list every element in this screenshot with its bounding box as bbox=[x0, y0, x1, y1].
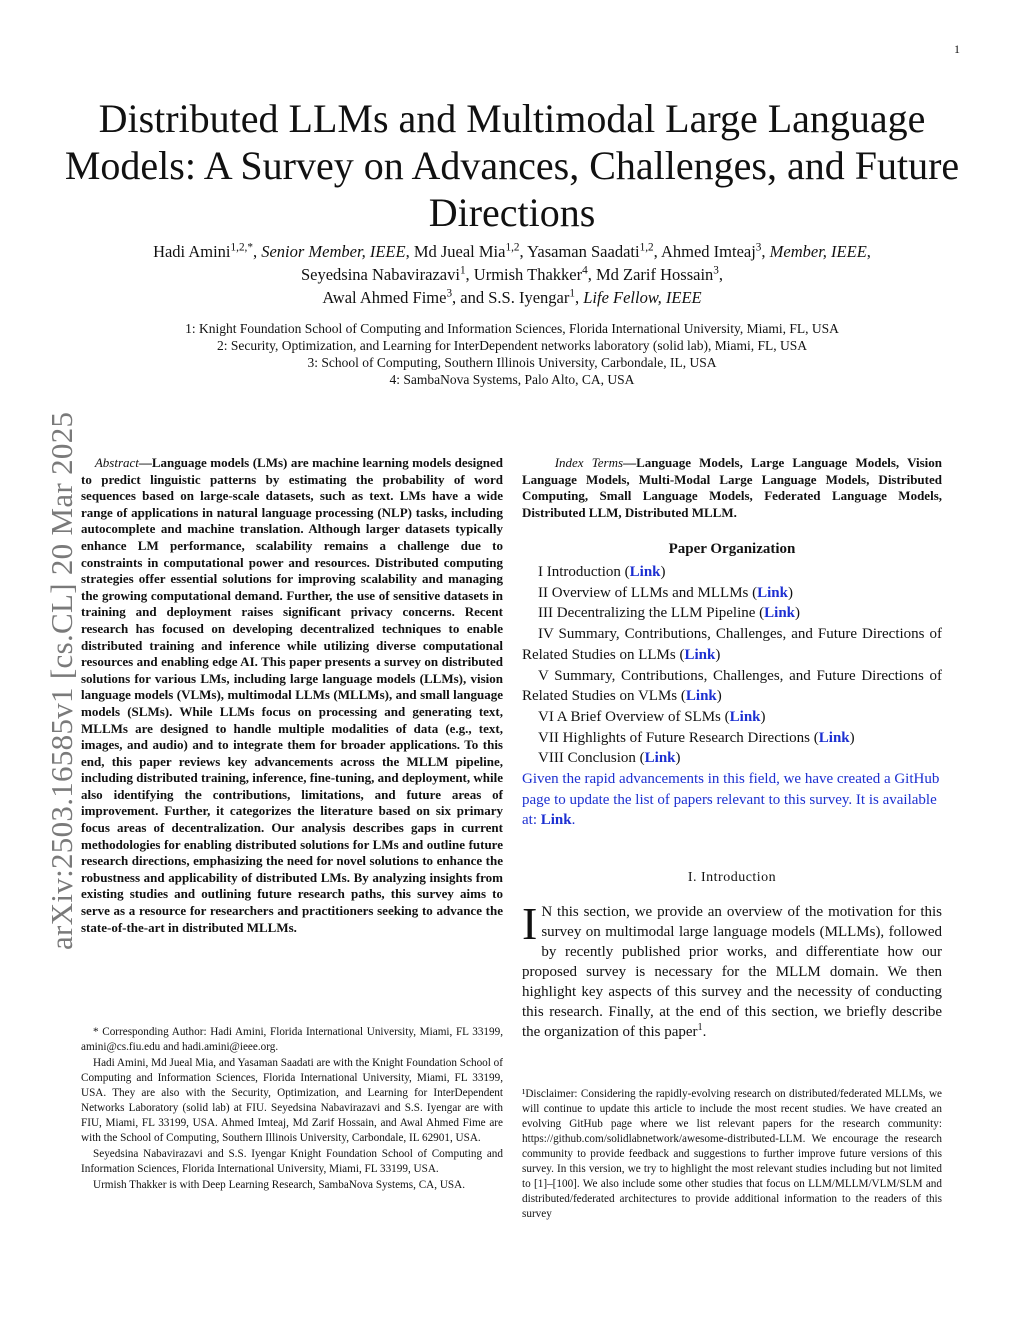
author-name: Md Jueal Mia bbox=[413, 242, 506, 261]
footnote: Hadi Amini, Md Jueal Mia, and Yasaman Saadati are with the Knight Foundation School of Computing and Information Sciences, Florida International University, Miami, FL 33199, USA. They are also with the Security, Optimization, and Learning for InterDependent Networks Laboratory (solid lab) at FIU. Seyedsina Nabavirazavi and S.S. Iyengar are with FIU, Miami, FL 33199, USA. Ahmed Imteaj, Md Zarif Hossain, and Awal Ahmed Fime are with the School of Computing, Southern Illinois University, Carbondale, IL 62901, USA. bbox=[81, 1057, 503, 1144]
section-heading-introduction: I. Introduction bbox=[687, 870, 777, 885]
section-link[interactable]: Link bbox=[644, 750, 676, 767]
intro-text: N this section, we provide an overview of the motivation for this survey on multimodal large language models (MLLMs), followed by recently published prior works, and differentiate how our proposed survey is necessary for the MLLM domain. We then highlight key aspects of this survey and the necessity of conducting this research. Finally, at the end of this section, we briefly describe the organization of this paper bbox=[522, 904, 942, 1040]
affil-marker: 4 bbox=[582, 264, 588, 277]
index-terms-label: Index Terms bbox=[554, 455, 624, 470]
affiliation: 2: Security, Optimization, and Learning for InterDependent networks laboratory (solid lab), Miami, FL, USA bbox=[217, 338, 807, 353]
organization-item: IV Summary, Contributions, Challenges, and Future Directions of Related Studies on LLMs (Link) bbox=[522, 626, 942, 663]
arxiv-stamp bbox=[4, 350, 79, 950]
section-link[interactable]: Link bbox=[729, 708, 761, 725]
organization-item: VI A Brief Overview of SLMs (Link) bbox=[538, 708, 766, 725]
affiliation: 3: School of Computing, Southern Illinois University, Carbondale, IL, USA bbox=[307, 355, 717, 370]
footnote: * Corresponding Author: Hadi Amini, Florida International University, Miami, FL 33199, amini@cs.fiu.edu and hadi.amini@ieee.org. bbox=[81, 1026, 503, 1053]
affil-marker: 1,2 bbox=[505, 241, 520, 254]
section-link[interactable]: Link bbox=[764, 605, 796, 622]
section-link[interactable]: Link bbox=[685, 688, 717, 705]
author-name: Seyedsina Nabavirazavi bbox=[300, 265, 460, 284]
arxiv-id: arXiv:2503.16585v1 [cs.CL] 20 Mar 2025 bbox=[44, 411, 79, 950]
organization-item: V Summary, Contributions, Challenges, and Future Directions of Related Studies on VLMs (Link) bbox=[522, 667, 942, 705]
abstract: Abstract—Language models (LMs) are machine learning models designed to predict linguistic patterns by estimating the probability of word sequences based on large-scale datasets, such as text. LMs have a wide range of applications in natural language processing (NLP) tasks, including autocomplete and machine translation. Although larger datasets typically enhance LM performance, scalability remains a challenge due to constraints in computational power and resources. Distributed computing strategies offer essential solutions for improving scalability and managing the growing computational demand. Further, the use of sensitive datasets in training and deployment raises significant privacy concerns. Recent research has focused on developing decentralized techniques to enable distributed training and inference while utilizing diverse computational resources and enabling edge AI. This paper presents a survey on distributed solutions for various LMs, including large language models (LLMs), vision language models (VLMs), multimodal LLMs (MLLMs), and small language models (SLMs). While LLMs focus on processing and generating text, MLLMs are designed to handle multiple modalities of data (e.g., text, images, and audio) and to integrate them for broader applications. To this end, this paper reviews key advancements across the MLLM pipeline, including distributed training, inference, fine-tuning, and deployment, while also identifying the contributions, limitations, and future areas of improvement. Further, it categorizes the literature based on six primary focus areas of decentralization. Our analysis describes gaps in current methodologies for enabling distributed solutions for LMs and outline future research directions, emphasizing the need for novel solutions to enhance the robustness and applicability of distributed LMs. By analyzing insights from existing studies and outlining future research paths, this survey aims to serve as a resource for researchers and practitioners seeking to advance the state-of-the-art in distributed MLLMs. bbox=[81, 455, 504, 935]
affil-marker: 3 bbox=[755, 241, 762, 254]
organization-item: III Decentralizing the LLM Pipeline (Link) bbox=[538, 605, 801, 622]
section-link[interactable]: Link bbox=[684, 646, 716, 663]
footnote: Seyedsina Nabavirazavi and S.S. Iyengar Knight Foundation School of Computing and Information Sciences, Florida International University, Miami, FL 33199, USA. bbox=[81, 1148, 503, 1175]
author-footnotes bbox=[81, 1025, 503, 1194]
organization-item: VII Highlights of Future Research Directions (Link) bbox=[538, 729, 855, 746]
section-link[interactable]: Link bbox=[629, 564, 661, 580]
author-name: Awal Ahmed Fime bbox=[322, 288, 447, 307]
github-note: Given the rapid advancements in this field, we have created a GitHub page to update the list of papers relevant to this survey. It is available at: Link. bbox=[522, 771, 940, 829]
affiliation: 1: Knight Foundation School of Computing and Information Sciences, Florida International University, Miami, FL, USA bbox=[185, 321, 839, 336]
page-number: 1 bbox=[954, 42, 960, 56]
abstract-text: Language models (LMs) are machine learning models designed to predict linguistic patterns by estimating the probability of word sequences based on large-scale datasets, such as text. LMs have a wide range of applications in natural language processing (NLP) tasks, including autocomplete and machine translation. Although larger datasets typically enhance LM performance, scalability remains a challenge due to constraints in computational power and resources. Distributed computing strategies offer essential solutions for improving scalability and managing the growing computational demand. Further, the use of sensitive datasets in training and deployment raises significant privacy concerns. Recent research has focused on developing decentralized techniques to enable distributed training and inference while utilizing diverse computational resources and enabling edge AI. This paper presents a survey on distributed solutions for various LMs, including large language models (LLMs), vision language models (VLMs), multimodal LLMs (MLLMs), and small language models (SLMs). While LLMs focus on processing and generating text, MLLMs are designed to handle multiple modalities of data (e.g., text, images, and audio) and to integrate them for broader applications. To this end, this paper reviews key advancements across the MLLM pipeline, including distributed training, inference, fine-tuning, and deployment, while also identifying the contributions, limitations, and future areas of improvement. Further, it categorizes the literature based on six primary focus areas of decentralization. Our analysis describes gaps in current methodologies for enabling distributed solutions for LMs and outline future research directions, emphasizing the need for novel solutions to enhance the robustness and applicability of distributed LMs. By analyzing insights from existing studies and outlining future research paths, this survey aims to serve as a resource for researchers and practitioners seeking to advance the state-of-the-art in distributed MLLMs. bbox=[81, 455, 504, 935]
organization-heading: Paper Organization bbox=[668, 541, 796, 557]
index-terms-text: Language Models, Large Language Models, Vision Language Models, Multi-Modal Large Language Models, Distributed Computing, Small Language Models, Federated Language Models, Distributed LLM, Distributed MLLM. bbox=[522, 455, 943, 520]
author-role: Senior Member, IEEE bbox=[261, 242, 406, 261]
section-link[interactable]: Link bbox=[757, 584, 788, 601]
abstract-label: Abstract bbox=[94, 455, 139, 470]
footnote: Urmish Thakker is with Deep Learning Research, SambaNova Systems, CA, USA. bbox=[93, 1179, 466, 1191]
affil-marker: 1 bbox=[569, 287, 575, 300]
author-name: Hadi Amini bbox=[153, 242, 231, 261]
drop-cap: I bbox=[522, 898, 538, 949]
introduction-paragraph: I N this section, we provide an overview of the motivation for this survey on multimodal large language models (MLLMs), followed by recently published prior works, and differentiate how our proposed survey is necessary for the MLLM domain. We then highlight key aspects of this survey and the necessity of conducting this research. Finally, at the end of this section, we briefly describe the organization of this paper$^1$. bbox=[522, 898, 942, 1040]
footnote-marker: 1 bbox=[697, 1022, 703, 1033]
author-name: Yasaman Saadati bbox=[527, 242, 640, 261]
author-name: Md Zarif Hossain bbox=[595, 265, 714, 284]
organization-item: I Introduction (Link) bbox=[538, 564, 666, 580]
organization-item: II Overview of LLMs and MLLMs (Link) bbox=[538, 584, 793, 601]
disclaimer-footnote bbox=[522, 1087, 942, 1222]
author-name: Urmish Thakker bbox=[473, 265, 583, 284]
footnote: ¹Disclaimer: Considering the rapidly-evolving research on distributed/federated MLLMs, we will continue to update this article to include the most recent studies. We have created an evolving GitHub page where we list relevant papers for the research community: https://github.com/solidlabnetwork/awesome-distributed-LLM. We encourage the research community to provide feedback and suggestions to further improve future versions of this survey. In this version, we try to highlight the most relevant studies including but not limited to [1]–[100]. We also include some other studies that focus on LLM/MLLM/VLM/SLM and distributed/federated architectures to provide additional information to the readers of this survey bbox=[522, 1088, 942, 1220]
author-name: Ahmed Imteaj bbox=[660, 242, 756, 261]
github-link[interactable]: Link bbox=[540, 812, 572, 829]
paper-title: Distributed LLMs and Multimodal Large Language Models: A Survey on Advances, Challenges, and Future Directions bbox=[64, 96, 960, 235]
organization-list bbox=[522, 562, 942, 831]
affiliation: 4: SambaNova Systems, Palo Alto, CA, USA bbox=[389, 372, 635, 387]
author-role: Member, IEEE bbox=[769, 242, 867, 261]
affil-marker: 3 bbox=[713, 264, 719, 277]
affil-marker: 1,2 bbox=[639, 241, 654, 254]
affiliation-list bbox=[60, 320, 964, 388]
index-terms: Index Terms—Language Models, Large Language Models, Vision Language Models, Multi-Modal Large Language Models, Distributed Computing, Small Language Models, Federated Language Models, Distributed LLM, Distributed MLLM. bbox=[522, 455, 943, 520]
author-name: S.S. Iyengar bbox=[488, 288, 570, 307]
author-role: Life Fellow, IEEE bbox=[583, 288, 702, 307]
organization-item: VIII Conclusion (Link) bbox=[538, 750, 681, 767]
author-list: Hadi Amini$^{1,2,*}$, Senior Member, IEEE, Md Jueal Mia$^{1,2}$, Yasaman Saadati$^{1,2}$, Ahmed Imteaj$^3$, Member, IEEE, Seyedsina Nabavirazavi$^1$, Urmish Thakker$^4$, Md Zarif Hossain$^3$, Awal Ahmed Fime$^3$, and S.S. Iyengar$^1$, Life Fellow, IEEE bbox=[153, 241, 871, 307]
affil-marker: 3 bbox=[446, 287, 453, 300]
affil-marker: 1,2,* bbox=[230, 241, 253, 254]
affil-marker: 1 bbox=[459, 264, 466, 277]
section-link[interactable]: Link bbox=[818, 729, 850, 746]
